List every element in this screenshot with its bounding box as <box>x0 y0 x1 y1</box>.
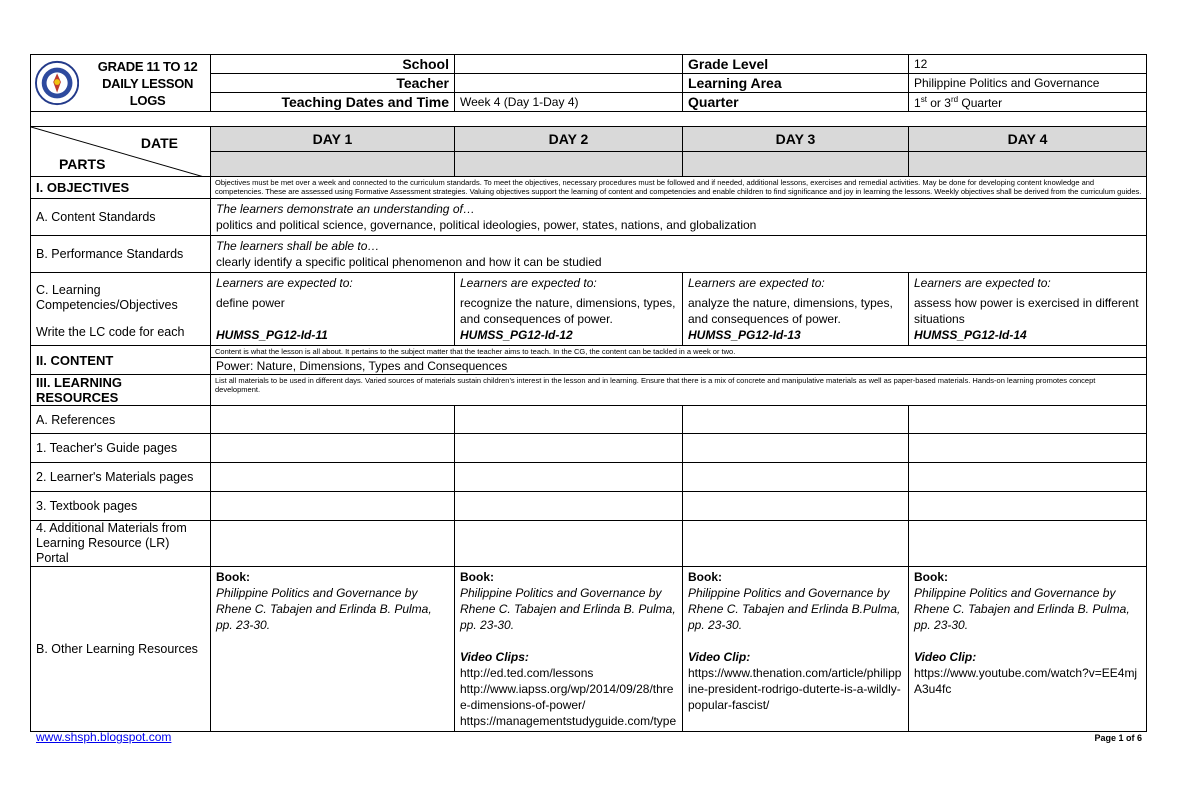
content-title: II. CONTENT <box>31 346 211 375</box>
tg-day-1[interactable] <box>211 434 455 463</box>
tb-day-4[interactable] <box>909 492 1147 521</box>
content-text: Power: Nature, Dimensions, Types and Consequences <box>216 359 508 373</box>
quarter-value[interactable]: 1st or 3rd Quarter <box>909 93 1147 112</box>
learning-resources-note: List all materials to be used in different days. Varied sources of materials sustain children's interest in the lesson and in learning. Ensure that there is a mix of concrete and manipulative materials as well as paper-based materials. Hands-on learning promotes concept development. <box>211 375 1147 406</box>
competency-day-1: Learners are expected to: define power HUMSS_PG12-Id-11 <box>211 273 455 346</box>
learners-materials-label: 2. Learner's Materials pages <box>31 463 211 492</box>
content-standards-label: A. Content Standards <box>31 199 211 236</box>
day-4-header: DAY 4 <box>909 127 1147 152</box>
grade-level-value[interactable]: 12 <box>909 55 1147 74</box>
teaching-dates-value[interactable]: Week 4 (Day 1-Day 4) <box>455 93 683 112</box>
learning-area-label: Learning Area <box>683 74 909 93</box>
learning-area-value[interactable]: Philippine Politics and Governance <box>909 74 1147 93</box>
parts-label: PARTS <box>59 156 106 172</box>
title-line-1: GRADE 11 TO 12 <box>97 58 198 74</box>
lr-portal-label: 4. Additional Materials from Learning Resource (LR) Portal <box>31 521 211 567</box>
school-value[interactable] <box>455 55 683 74</box>
competency-day-4: Learners are expected to: assess how power is exercised in different situations HUMSS_PG12-Id-14 <box>909 273 1147 346</box>
tb-day-1[interactable] <box>211 492 455 521</box>
other-resources-day-3: Book: Philippine Politics and Governance by Rhene C. Tabajen and Erlinda B.Pulma, pp. 23-30. Video Clip: https://www.thenation.com/article/philippine-president-rodrigo-duterte-is-a-wildly-popular-fascist/ <box>683 567 909 732</box>
other-resources-day-4: Book: Philippine Politics and Governance by Rhene C. Tabajen and Erlinda B. Pulma, pp. 23-30. Video Clip: https://www.youtube.com/watch?v=EE4mjA3u4fc <box>909 567 1147 732</box>
references-day-1[interactable] <box>211 406 455 434</box>
lr-day-4[interactable] <box>909 521 1147 567</box>
date-parts-corner <box>31 127 211 177</box>
references-label: A. References <box>31 406 211 434</box>
footer-link[interactable]: www.shsph.blogspot.com <box>36 730 172 744</box>
tb-day-2[interactable] <box>455 492 683 521</box>
date-label: DATE <box>140 135 178 151</box>
teacher-label: Teacher <box>211 74 455 93</box>
content-cell <box>211 346 1147 375</box>
page-indicator: Page 1 of 6 <box>1094 733 1142 743</box>
lm-day-4[interactable] <box>909 463 1147 492</box>
quarter-label: Quarter <box>683 93 909 112</box>
competencies-label: C. Learning Competencies/Objectives Write the LC code for each <box>31 273 211 346</box>
lr-day-2[interactable] <box>455 521 683 567</box>
lm-day-1[interactable] <box>211 463 455 492</box>
link[interactable]: http://www.iapss.org/wp/2014/09/28/three-dimensions-of-power/ <box>460 682 674 712</box>
references-day-3[interactable] <box>683 406 909 434</box>
teaching-dates-label: Teaching Dates and Time <box>211 93 455 112</box>
objectives-title: I. OBJECTIVES <box>31 177 211 199</box>
teacher-value[interactable] <box>455 74 683 93</box>
tb-day-3[interactable] <box>683 492 909 521</box>
lm-day-2[interactable] <box>455 463 683 492</box>
school-label: School <box>211 55 455 74</box>
other-resources-day-1: Book: Philippine Politics and Governance by Rhene C. Tabajen and Erlinda B. Pulma, pp. 23-30. <box>211 567 455 732</box>
competency-day-2: Learners are expected to: recognize the nature, dimensions, types, and consequences of power. HUMSS_PG12-Id-12 <box>455 273 683 346</box>
textbook-label: 3. Textbook pages <box>31 492 211 521</box>
day-2-date[interactable] <box>455 152 683 177</box>
lesson-log-page <box>30 54 1146 732</box>
learning-resources-title: III. LEARNING RESOURCES <box>31 375 211 406</box>
teachers-guide-label: 1. Teacher's Guide pages <box>31 434 211 463</box>
logo-cell <box>31 55 211 112</box>
diagonal-divider <box>31 127 211 177</box>
performance-standards-cell: The learners shall be able to… clearly identify a specific political phenomenon and how it can be studied <box>211 236 1147 273</box>
tg-day-3[interactable] <box>683 434 909 463</box>
deped-seal-icon <box>35 60 79 106</box>
lm-day-3[interactable] <box>683 463 909 492</box>
references-day-4[interactable] <box>909 406 1147 434</box>
tg-day-2[interactable] <box>455 434 683 463</box>
other-resources-label: B. Other Learning Resources <box>31 567 211 732</box>
grade-level-label: Grade Level <box>683 55 909 74</box>
performance-standards-label: B. Performance Standards <box>31 236 211 273</box>
content-standards-cell: The learners demonstrate an understanding of… politics and political science, governance, political ideologies, power, states, nations, and globalization <box>211 199 1147 236</box>
link[interactable]: https://www.thenation.com/article/philippine-president-rodrigo-duterte-is-a-wildly-popular-fascist/ <box>688 666 902 712</box>
tg-day-4[interactable] <box>909 434 1147 463</box>
lr-day-3[interactable] <box>683 521 909 567</box>
header-table <box>30 54 1147 112</box>
day-4-date[interactable] <box>909 152 1147 177</box>
day-1-date[interactable] <box>211 152 455 177</box>
day-3-date[interactable] <box>683 152 909 177</box>
main-table <box>30 112 1147 732</box>
day-3-header: DAY 3 <box>683 127 909 152</box>
lr-day-1[interactable] <box>211 521 455 567</box>
other-resources-day-2: Book: Philippine Politics and Governance by Rhene C. Tabajen and Erlinda B. Pulma, pp. 23-30. Video Clips: http://ed.ted.com/lessons http://www.iapss.org/wp/2014/09/28/three-dimensions-of-power/ https://managementstudyguide.com/type <box>455 567 683 732</box>
title-line-2: DAILY LESSON LOGS <box>102 75 194 108</box>
competency-day-3: Learners are expected to: analyze the nature, dimensions, types, and consequences of power. HUMSS_PG12-Id-13 <box>683 273 909 346</box>
link[interactable]: https://managementstudyguide.com/type <box>460 714 677 728</box>
link[interactable]: https://www.youtube.com/watch?v=EE4mjA3u4fc <box>914 666 1138 696</box>
content-note: Content is what the lesson is all about. It pertains to the subject matter that the teacher aims to teach. In the CG, the content can be tackled in a week or two. <box>211 346 1146 358</box>
day-1-header: DAY 1 <box>211 127 455 152</box>
day-2-header: DAY 2 <box>455 127 683 152</box>
objectives-note: Objectives must be met over a week and connected to the curriculum standards. To meet the objectives, necessary procedures must be followed and if needed, additional lessons, exercises and remedial activities. May be done for developing content knowledge and competencies. These are assessed using Formative Assessment strategies. Valuing objectives support the learning of content and competencies and enable children to find significance and joy in learning the lessons. Weekly objectives shall be derived from the curriculum guides. <box>211 177 1147 199</box>
link[interactable]: http://ed.ted.com/lessons <box>460 666 594 680</box>
references-day-2[interactable] <box>455 406 683 434</box>
